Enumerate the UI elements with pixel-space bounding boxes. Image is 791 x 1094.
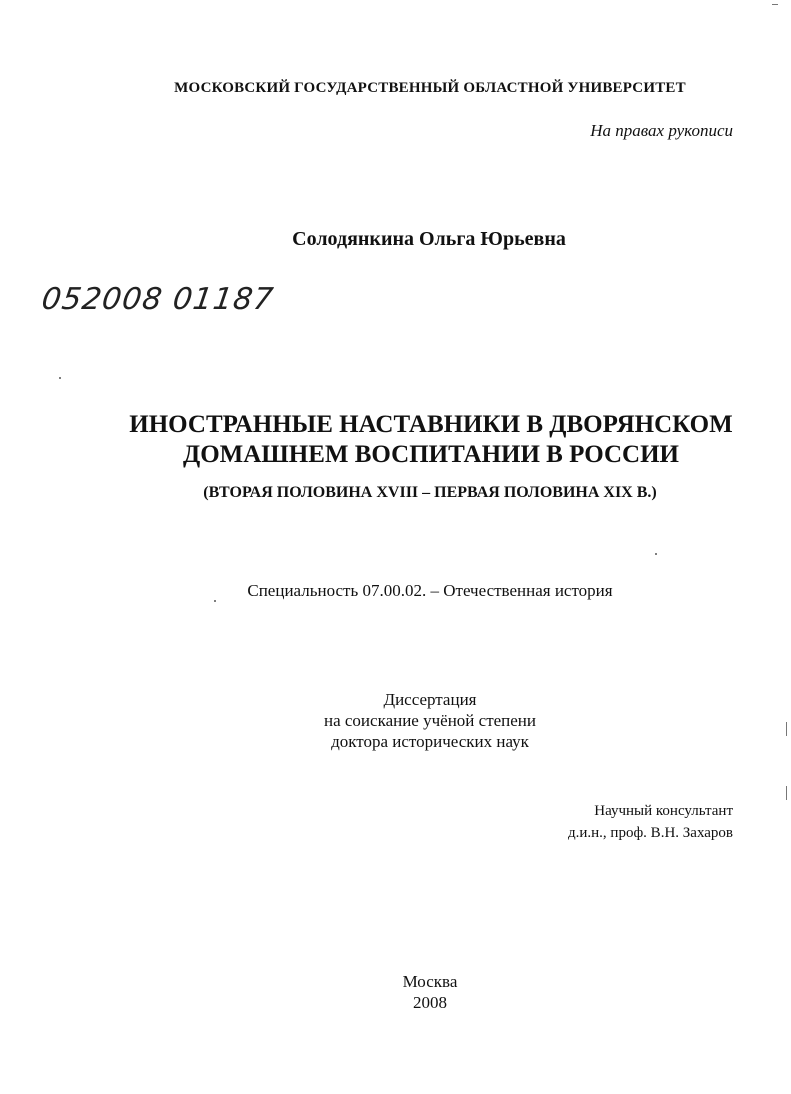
degree-line-3: доктора исторических наук — [331, 732, 529, 751]
scan-speck — [214, 600, 216, 602]
city: Москва — [402, 972, 458, 991]
degree-line-2: на соискание учёной степени — [323, 711, 537, 730]
dissertation-title — [0, 410, 791, 470]
handwritten-registration-number: 052008 01187 — [39, 282, 276, 317]
scan-speck — [59, 377, 61, 379]
title-line-2: ДОМАШНЕМ ВОСПИТАНИИ В РОССИИ — [183, 441, 679, 468]
year: 2008 — [413, 993, 447, 1012]
degree-line-1: Диссертация — [383, 690, 477, 709]
scan-edge-mark — [772, 4, 778, 5]
scan-edge-mark — [786, 786, 787, 800]
dissertation-subtitle: (ВТОРАЯ ПОЛОВИНА XVIII – ПЕРВАЯ ПОЛОВИНА XIX В.) — [203, 484, 657, 501]
scan-speck — [655, 553, 657, 555]
consultant-label: Научный консультант — [594, 803, 733, 819]
speciality-line: Специальность 07.00.02. – Отечественная история — [247, 581, 613, 600]
consultant-name: д.и.н., проф. В.Н. Захаров — [568, 825, 733, 841]
title-line-1: ИНОСТРАННЫЕ НАСТАВНИКИ В ДВОРЯНСКОМ — [129, 411, 733, 438]
author-name: Солодянкина Ольга Юрьевна — [292, 228, 566, 250]
university-name: МОСКОВСКИЙ ГОСУДАРСТВЕННЫЙ ОБЛАСТНОЙ УНИВЕРСИТЕТ — [174, 80, 686, 96]
dissertation-degree-block — [0, 689, 791, 752]
scan-edge-mark — [786, 722, 787, 736]
place-and-year — [0, 971, 791, 1013]
manuscript-rights-note: На правах рукописи — [590, 121, 733, 140]
scientific-consultant-block — [568, 800, 733, 844]
